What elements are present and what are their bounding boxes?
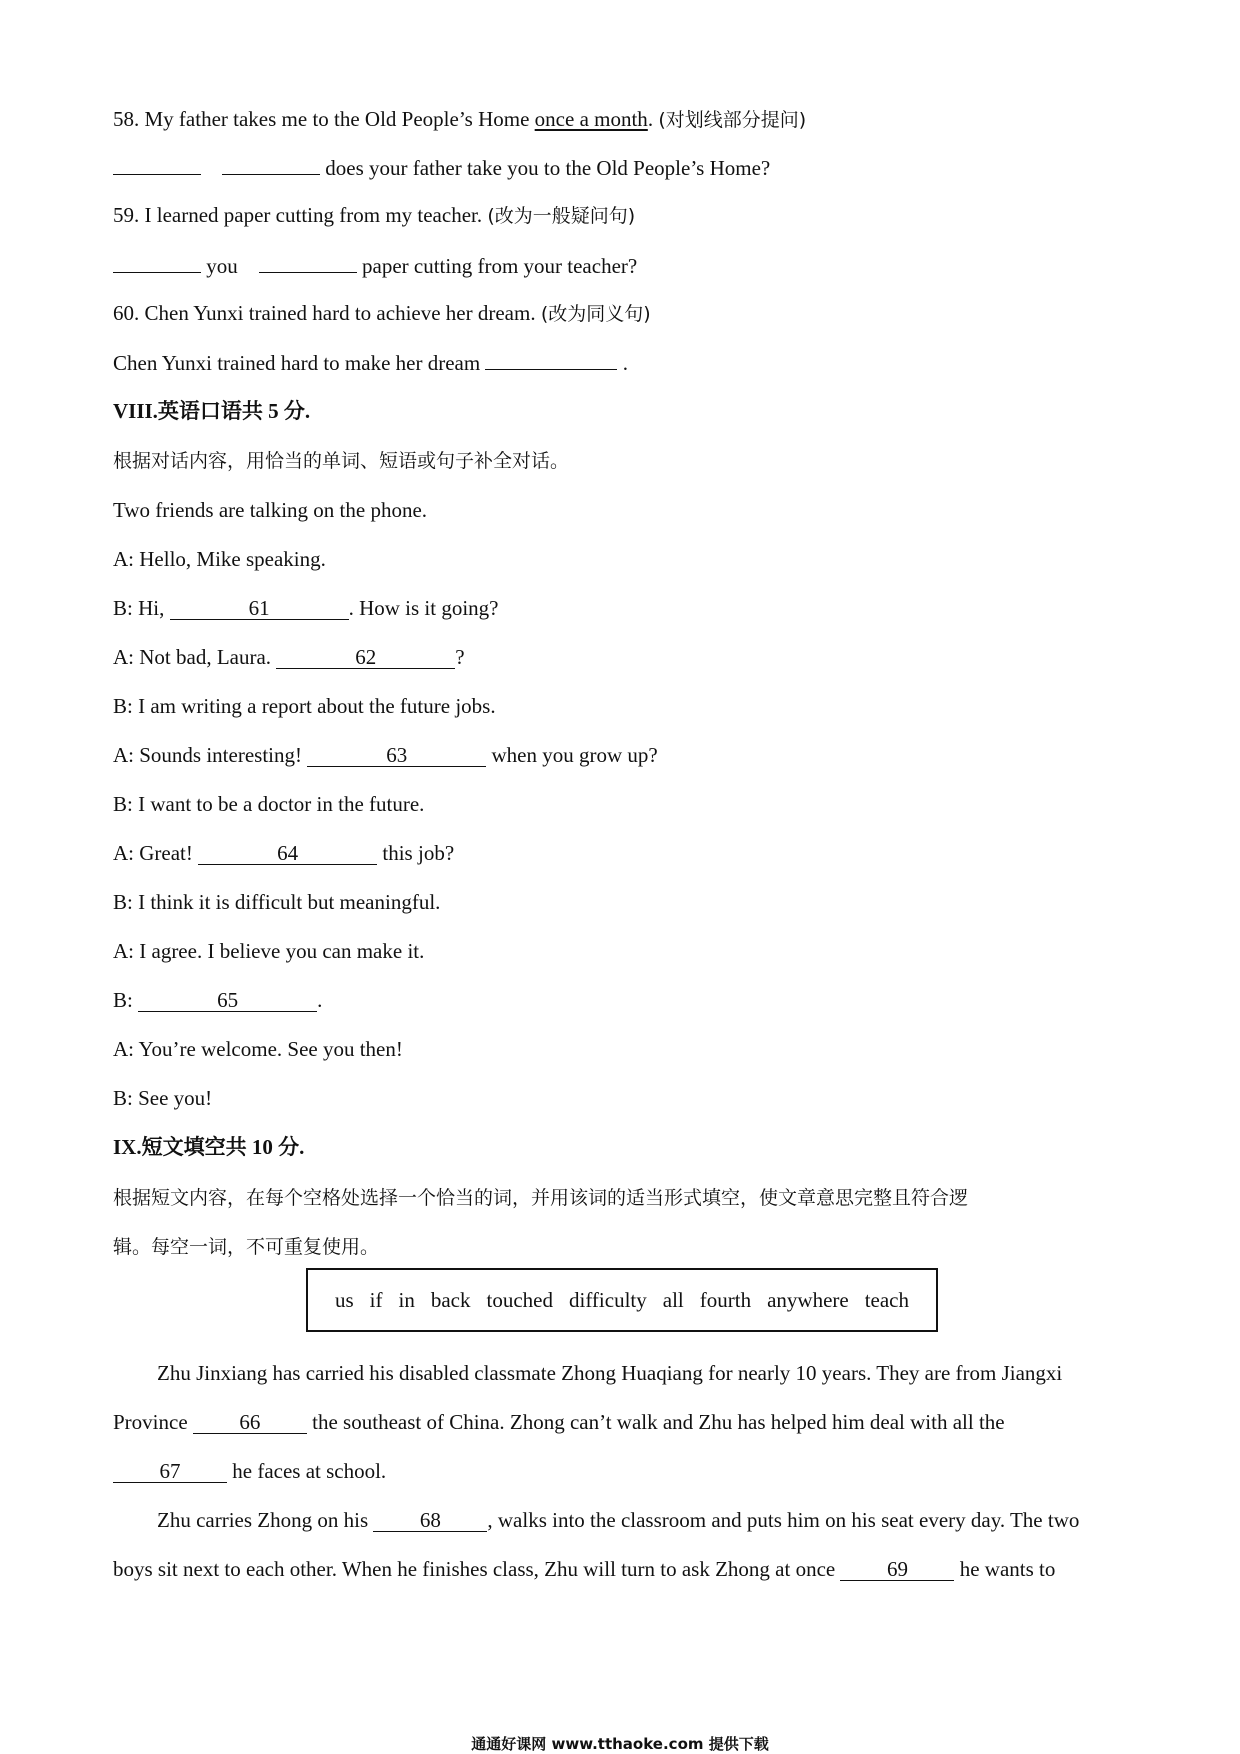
dialogue-line: A: Great! 64 this job? bbox=[113, 841, 455, 865]
answer-blank[interactable] bbox=[113, 152, 201, 175]
word-bank-item: anywhere bbox=[767, 1287, 849, 1312]
answer-blank[interactable] bbox=[259, 250, 357, 273]
instruction: (改为一般疑问句) bbox=[487, 205, 636, 227]
blank-69[interactable]: 69 bbox=[840, 1558, 954, 1581]
word-bank-item: if bbox=[369, 1287, 383, 1312]
dialogue-intro: Two friends are talking on the phone. bbox=[113, 498, 428, 522]
dialogue-line: A: Not bad, Laura. 62 ? bbox=[113, 645, 465, 669]
dialogue-line: B: I think it is difficult but meaningful. bbox=[113, 890, 441, 914]
blank-68[interactable]: 68 bbox=[373, 1509, 487, 1532]
word-bank-item: touched bbox=[486, 1287, 553, 1312]
dialogue-line: B: Hi, 61 . How is it going? bbox=[113, 596, 499, 620]
passage-line: Zhu carries Zhong on his 68 , walks into the classroom and puts him on his seat every day. The two bbox=[157, 1508, 1080, 1532]
word-bank-item: teach bbox=[864, 1287, 909, 1312]
instruction: (对划线部分提问) bbox=[658, 109, 807, 131]
blank-62[interactable]: 62 bbox=[276, 646, 455, 669]
answer-blank[interactable] bbox=[113, 250, 201, 273]
word-bank bbox=[306, 1268, 938, 1332]
word-bank-item: in bbox=[398, 1287, 415, 1312]
section-9-instruction: 根据短文内容，在每个空格处选择一个恰当的词，并用该词的适当形式填空，使文章意思完整且符合逻 bbox=[113, 1187, 969, 1209]
answer-blank[interactable] bbox=[222, 152, 320, 175]
answer-58: does your father take you to the Old People’s Home? bbox=[113, 152, 770, 183]
instruction: (改为同义句) bbox=[540, 303, 651, 325]
passage-line: Province 66 the southeast of China. Zhong can’t walk and Zhu has helped him deal with all the bbox=[113, 1410, 1005, 1434]
word-bank-item: all bbox=[662, 1287, 684, 1312]
page-footer: 通通好课网 www.tthaoke.com 提供下载 bbox=[471, 1735, 769, 1753]
dialogue-line: A: Sounds interesting! 63 when you grow up? bbox=[113, 743, 658, 767]
blank-65[interactable]: 65 bbox=[138, 989, 317, 1012]
section-8-title: VIII.英语口语共 5 分. bbox=[113, 399, 311, 423]
passage-line: 67 he faces at school. bbox=[113, 1456, 386, 1486]
dialogue-line: B: See you! bbox=[113, 1086, 213, 1110]
answer-blank[interactable] bbox=[485, 347, 617, 370]
blank-64[interactable]: 64 bbox=[198, 842, 377, 865]
word-bank-item: difficulty bbox=[568, 1287, 647, 1312]
question-60: 60. Chen Yunxi trained hard to achieve her dream. (改为同义句) bbox=[113, 301, 651, 325]
word-bank-item: back bbox=[430, 1287, 471, 1312]
question-58: 58. My father takes me to the Old People’s Home once a month. (对划线部分提问) bbox=[113, 107, 807, 131]
underlined-phrase: once a month bbox=[534, 107, 648, 131]
dialogue-line: B: I am writing a report about the future jobs. bbox=[113, 694, 496, 718]
question-59: 59. I learned paper cutting from my teacher. (改为一般疑问句) bbox=[113, 203, 636, 227]
blank-63[interactable]: 63 bbox=[307, 744, 486, 767]
passage-line: Zhu Jinxiang has carried his disabled classmate Zhong Huaqiang for nearly 10 years. They are from Jiangxi bbox=[157, 1361, 1063, 1385]
section-9-instruction-cont: 辑。每空一词，不可重复使用。 bbox=[113, 1236, 380, 1258]
blank-67[interactable]: 67 bbox=[113, 1460, 227, 1483]
passage-line: boys sit next to each other. When he finishes class, Zhu will turn to ask Zhong at once 69 he wants to bbox=[113, 1557, 1056, 1581]
answer-60: Chen Yunxi trained hard to make her dream . bbox=[113, 347, 628, 378]
dialogue-line: A: Hello, Mike speaking. bbox=[113, 547, 326, 571]
dialogue-line: A: You’re welcome. See you then! bbox=[113, 1037, 403, 1061]
word-bank-item: us bbox=[334, 1287, 354, 1312]
dialogue-line: B: I want to be a doctor in the future. bbox=[113, 792, 425, 816]
blank-61[interactable]: 61 bbox=[170, 597, 349, 620]
dialogue-line: A: I agree. I believe you can make it. bbox=[113, 939, 425, 963]
dialogue-line: B: 65 . bbox=[113, 988, 323, 1012]
section-8-instruction: 根据对话内容，用恰当的单词、短语或句子补全对话。 bbox=[113, 450, 570, 472]
answer-59: you paper cutting from your teacher? bbox=[113, 250, 637, 281]
word-bank-item: fourth bbox=[699, 1287, 752, 1312]
section-9-title: IX.短文填空共 10 分. bbox=[113, 1135, 305, 1159]
blank-66[interactable]: 66 bbox=[193, 1411, 307, 1434]
